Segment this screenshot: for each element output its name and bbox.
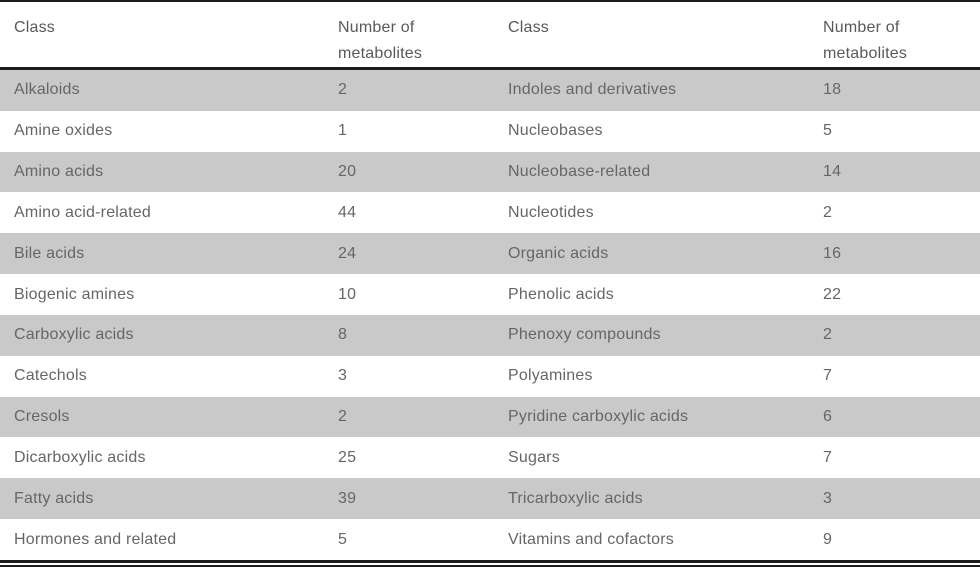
cell-count-right: 14 [823, 163, 842, 181]
cell-class-right: Nucleobases [508, 122, 603, 140]
cell-count-left: 3 [338, 367, 348, 385]
cell-count-left: 10 [338, 285, 357, 303]
cell-class-right: Tricarboxylic acids [508, 489, 643, 507]
cell-count-left: 24 [338, 244, 357, 262]
cell-class-left: Amine oxides [14, 122, 113, 140]
cell-count-right: 18 [823, 81, 842, 99]
cell-class-left: Bile acids [14, 244, 85, 262]
cell-count-left: 8 [338, 326, 348, 344]
cell-class-left: Amino acids [14, 163, 104, 181]
table-row [0, 192, 980, 233]
header-class-left-label: Class [14, 19, 56, 36]
table-row [0, 478, 980, 519]
header-number-left [338, 2, 508, 67]
cell-count-right: 2 [823, 203, 833, 221]
cell-count-left: 39 [338, 489, 357, 507]
table-header-row [0, 2, 980, 70]
cell-count-right: 9 [823, 530, 833, 548]
cell-class-right: Nucleobase-related [508, 163, 651, 181]
cell-class-left: Catechols [14, 367, 87, 385]
header-number-right-label: Number of metabolites [823, 19, 908, 62]
cell-count-left: 2 [338, 81, 348, 99]
header-number-right [823, 2, 980, 67]
cell-class-right: Indoles and derivatives [508, 81, 677, 99]
header-class-right-label: Class [508, 19, 550, 36]
table-row [0, 315, 980, 356]
cell-count-left: 44 [338, 203, 357, 221]
cell-class-left: Carboxylic acids [14, 326, 134, 344]
cell-class-right: Sugars [508, 448, 560, 466]
cell-count-right: 3 [823, 489, 833, 507]
cell-count-right: 22 [823, 285, 842, 303]
header-class-left [0, 2, 338, 41]
table-row [0, 437, 980, 478]
cell-class-left: Cresols [14, 408, 70, 426]
table-row [0, 519, 980, 560]
cell-count-left: 5 [338, 530, 348, 548]
cell-class-right: Phenoxy compounds [508, 326, 661, 344]
table-row [0, 274, 980, 315]
table-row [0, 152, 980, 193]
cell-count-left: 20 [338, 163, 357, 181]
cell-class-right: Vitamins and cofactors [508, 530, 674, 548]
cell-class-left: Biogenic amines [14, 285, 135, 303]
table-row [0, 70, 980, 111]
header-number-left-label: Number of metabolites [338, 19, 423, 62]
cell-class-right: Pyridine carboxylic acids [508, 408, 689, 426]
table-row [0, 233, 980, 274]
table-row [0, 356, 980, 397]
table-row [0, 397, 980, 438]
cell-class-right: Phenolic acids [508, 285, 614, 303]
cell-class-left: Fatty acids [14, 489, 94, 507]
cell-count-right: 2 [823, 326, 833, 344]
header-class-right [508, 2, 823, 41]
cell-class-right: Polyamines [508, 367, 593, 385]
cell-class-right: Nucleotides [508, 203, 594, 221]
cell-class-right: Organic acids [508, 244, 609, 262]
cell-count-left: 1 [338, 122, 348, 140]
cell-count-left: 2 [338, 408, 348, 426]
cell-count-right: 6 [823, 408, 833, 426]
cell-class-left: Hormones and related [14, 530, 177, 548]
cell-count-right: 16 [823, 244, 842, 262]
cell-count-right: 5 [823, 122, 833, 140]
cell-count-left: 25 [338, 448, 357, 466]
table-bottom-double-rule [0, 560, 980, 567]
cell-count-right: 7 [823, 367, 833, 385]
cell-class-left: Alkaloids [14, 81, 80, 99]
table-row [0, 111, 980, 152]
cell-class-left: Amino acid-related [14, 203, 151, 221]
cell-count-right: 7 [823, 448, 833, 466]
cell-class-left: Dicarboxylic acids [14, 448, 146, 466]
